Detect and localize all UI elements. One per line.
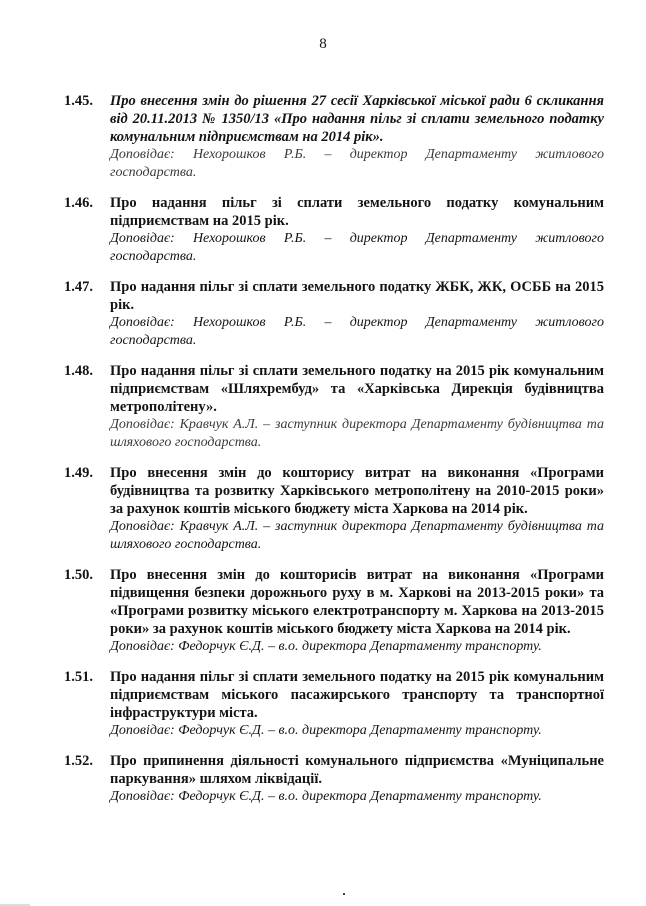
item-number: 1.49. [64, 465, 93, 481]
item-speaker: Доповідає: Федорчук Є.Д. – в.о. директора Департаменту транспорту. [110, 789, 542, 804]
agenda-list [64, 92, 604, 806]
agenda-item-1-46 [64, 194, 604, 266]
item-title: Про внесення змін до кошторисів витрат на виконання «Програми підвищення безпеки дорожнього руху в м. Харкові на 2013-2015 роки» та «Програми розвитку міського електротранспорту м. Харкова на 2013-2015 роки» за рахунок коштів міського бюджету міста Харкова на 2014 рік. [110, 567, 604, 637]
agenda-item-1-51 [64, 668, 604, 740]
item-number: 1.45. [64, 93, 93, 109]
item-number: 1.50. [64, 567, 93, 583]
item-title: Про надання пільг зі сплати земельного податку комунальним підприємствам на 2015 рік. [110, 195, 604, 229]
item-title: Про надання пільг зі сплати земельного податку на 2015 рік комунальним підприємствам «Шляхрембуд» та «Харківська Дирекція будівництва метрополітену». [110, 363, 604, 415]
agenda-item-1-49 [64, 464, 604, 554]
item-number: 1.51. [64, 669, 93, 685]
item-speaker: Доповідає: Нехорошков Р.Б. – директор Департаменту житлового господарства. [110, 147, 604, 180]
agenda-item-1-52 [64, 752, 604, 806]
item-speaker: Доповідає: Кравчук А.Л. – заступник директора Департаменту будівництва та шляхового господарства. [110, 519, 604, 552]
item-speaker: Доповідає: Нехорошков Р.Б. – директор Департаменту житлового господарства. [110, 315, 604, 348]
item-speaker: Доповідає: Кравчук А.Л. – заступник директора Департаменту будівництва та шляхового господарства. [110, 417, 604, 450]
item-speaker: Доповідає: Федорчук Є.Д. – в.о. директора Департаменту транспорту. [110, 639, 542, 654]
item-speaker: Доповідає: Федорчук Є.Д. – в.о. директора Департаменту транспорту. [110, 723, 542, 738]
agenda-item-1-50 [64, 566, 604, 656]
agenda-item-1-47 [64, 278, 604, 350]
scan-dot [343, 893, 345, 895]
item-title: Про надання пільг зі сплати земельного податку на 2015 рік комунальним підприємствам міського пасажирського транспорту та транспортної інфраструктури міста. [110, 669, 604, 721]
item-title: Про припинення діяльності комунального підприємства «Муніципальне паркування» шляхом ліквідації. [110, 753, 604, 787]
agenda-item-1-48 [64, 362, 604, 452]
item-number: 1.52. [64, 753, 93, 769]
page-number: 8 [319, 36, 327, 52]
item-title: Про внесення змін до рішення 27 сесії Харківської міської ради 6 скликання від 20.11.2013 № 1350/13 «Про надання пільг зі сплати земельного податку комунальним підприємствам на 2014 рік». [110, 93, 604, 145]
agenda-item-1-45 [64, 92, 604, 182]
item-number: 1.46. [64, 195, 93, 211]
item-number: 1.47. [64, 279, 93, 295]
item-title: Про надання пільг зі сплати земельного податку ЖБК, ЖК, ОСББ на 2015 рік. [110, 279, 604, 313]
item-title: Про внесення змін до кошторису витрат на виконання «Програми будівництва та розвитку Харківського метрополітену на 2010-2015 роки» за рахунок коштів міського бюджету міста Харкова на 2014 рік. [110, 465, 604, 517]
item-speaker: Доповідає: Нехорошков Р.Б. – директор Департаменту житлового господарства. [110, 231, 604, 264]
item-number: 1.48. [64, 363, 93, 379]
